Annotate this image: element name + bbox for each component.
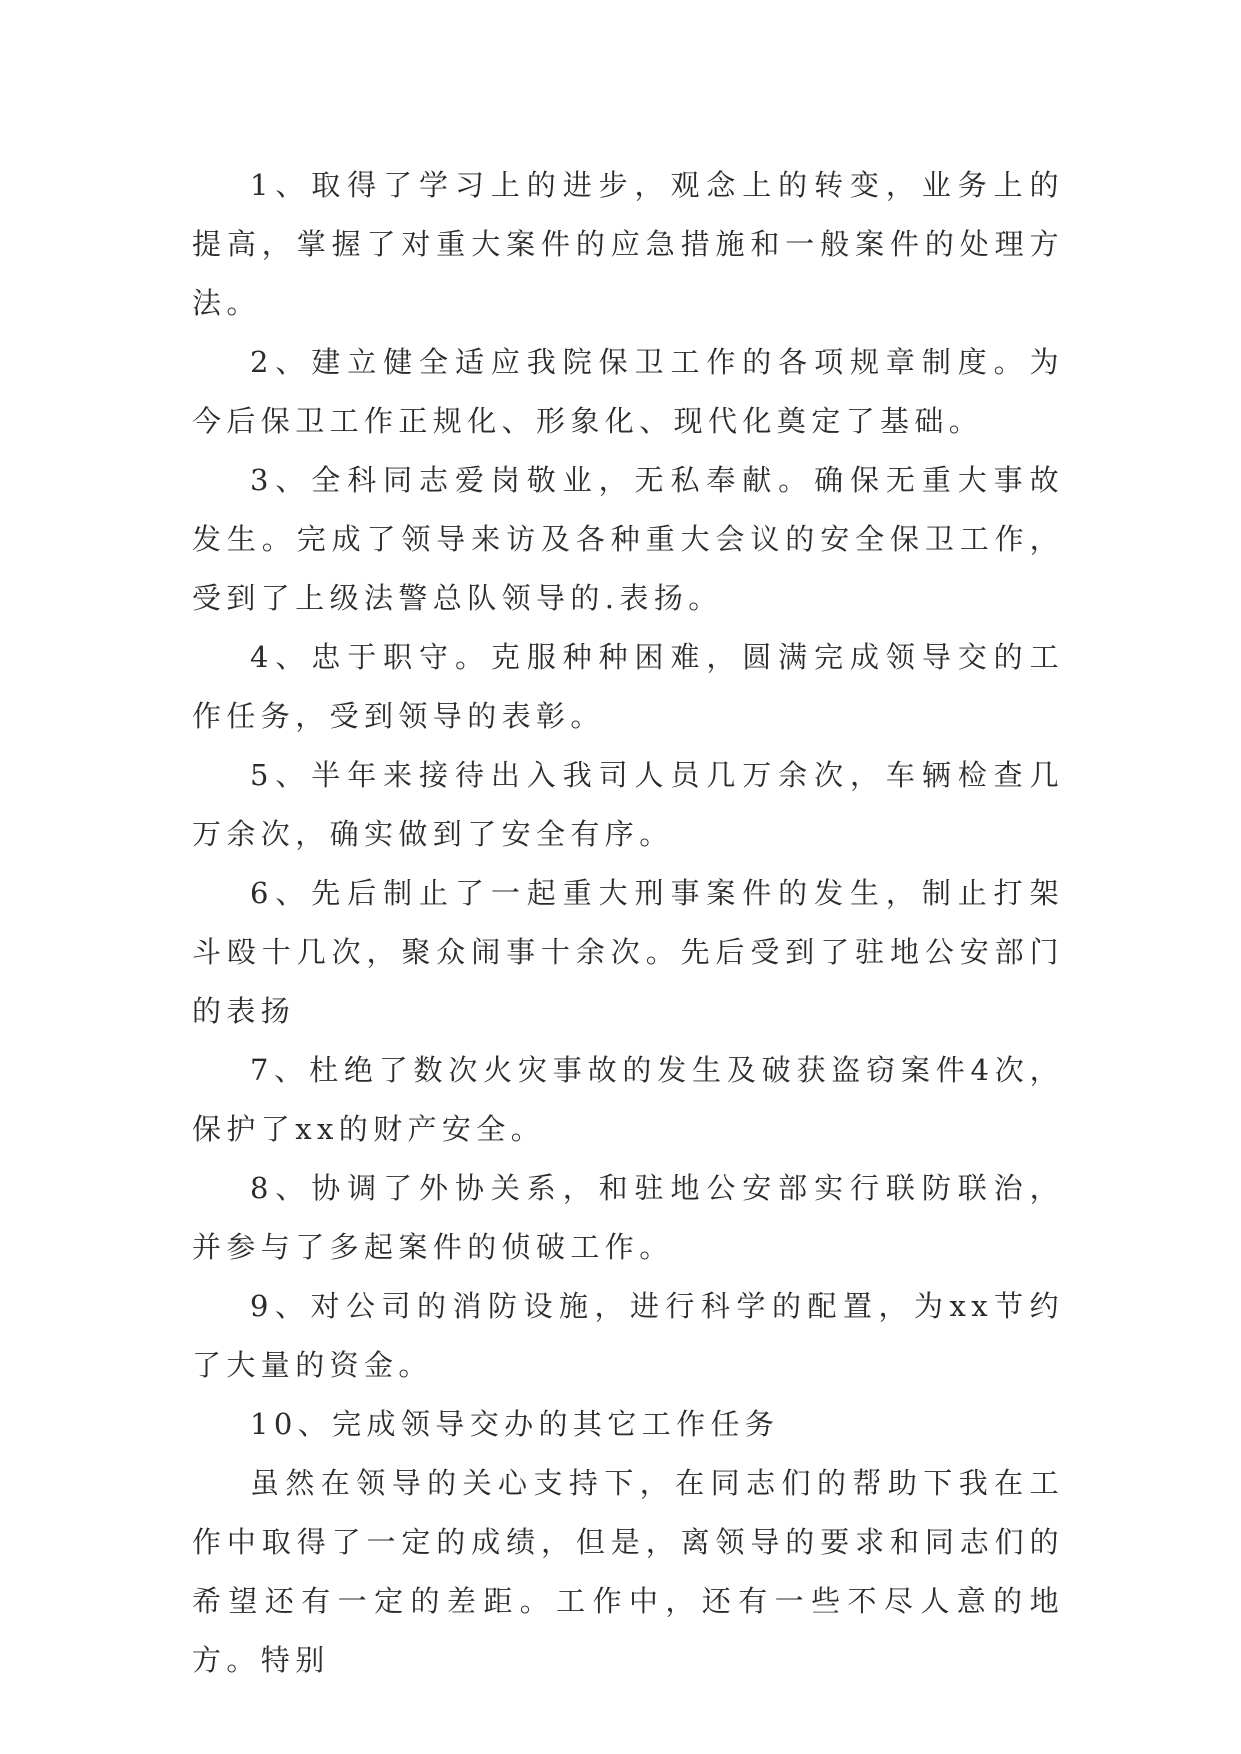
paragraph-11: 虽然在领导的关心支持下，在同志们的帮助下我在工作中取得了一定的成绩，但是，离领导的要求和同志们的希望还有一定的差距。工作中，还有一些不尽人意的地方。特别 xyxy=(192,1466,1064,1677)
paragraph-5: 5、半年来接待出入我司人员几万余次，车辆检查几万余次，确实做到了安全有序。 xyxy=(192,758,1064,851)
paragraph-7: 7、杜绝了数次火灾事故的发生及破获盗窃案件4次，保护了xx的财产安全。 xyxy=(192,1053,1064,1146)
paragraph-2: 2、建立健全适应我院保卫工作的各项规章制度。为今后保卫工作正规化、形象化、现代化奠定了基础。 xyxy=(192,345,1064,438)
paragraph-10: 10、完成领导交办的其它工作任务 xyxy=(250,1407,780,1441)
paragraph-4: 4、忠于职守。克服种种困难，圆满完成领导交的工作任务，受到领导的表彰。 xyxy=(192,640,1064,733)
paragraph-1: 1、取得了学习上的进步，观念上的转变，业务上的提高，掌握了对重大案件的应急措施和一般案件的处理方法。 xyxy=(192,168,1064,320)
paragraph-8: 8、协调了外协关系，和驻地公安部实行联防联治，并参与了多起案件的侦破工作。 xyxy=(192,1171,1064,1264)
paragraph-6: 6、先后制止了一起重大刑事案件的发生，制止打架斗殴十几次，聚众闹事十余次。先后受到了驻地公安部门的表扬 xyxy=(192,876,1064,1028)
document-body xyxy=(192,156,1064,1690)
paragraph-9: 9、对公司的消防设施，进行科学的配置，为xx节约了大量的资金。 xyxy=(192,1289,1064,1382)
paragraph-3: 3、全科同志爱岗敬业，无私奉献。确保无重大事故发生。完成了领导来访及各种重大会议的安全保卫工作，受到了上级法警总队领导的.表扬。 xyxy=(192,463,1064,615)
